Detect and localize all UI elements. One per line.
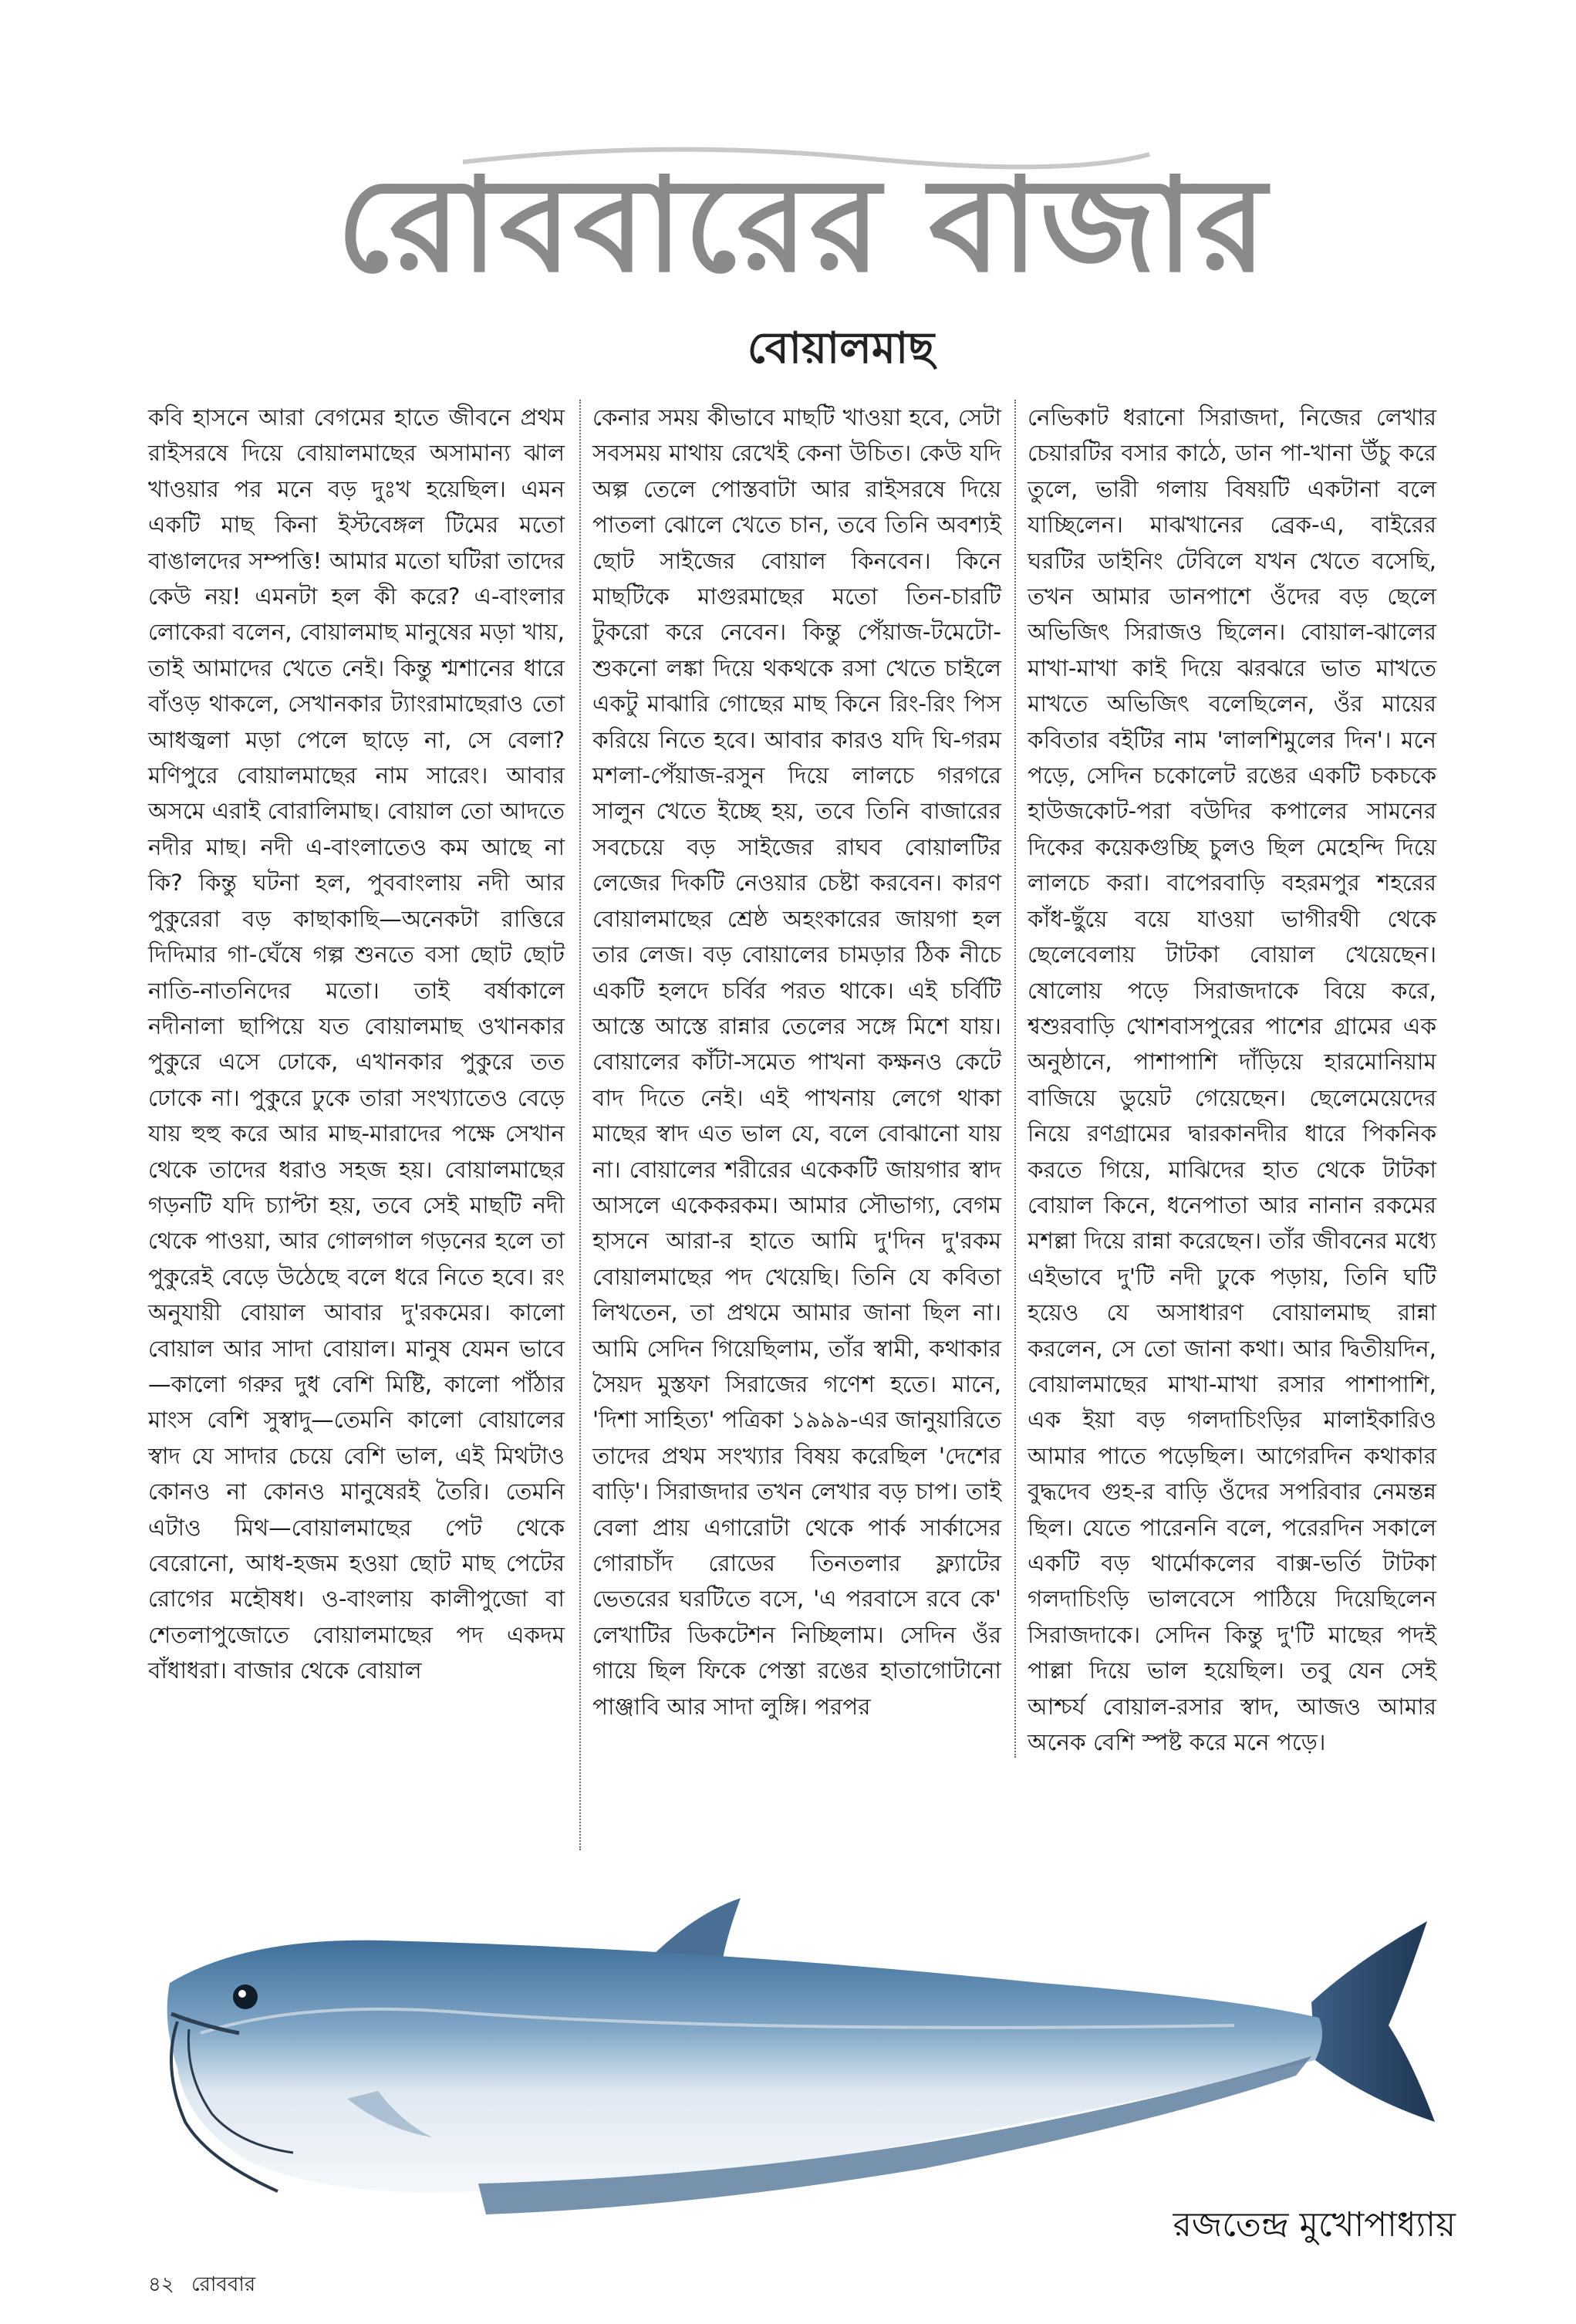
masthead — [336, 93, 1268, 347]
column-2-text: কেনার সময় কীভাবে মাছটি খাওয়া হবে, সেটা সবসময় মাথায় রেখেই কেনা উচিত। কেউ যদি অল্প তেলে পোস্তবাটা আর রাইসরষে দিয়ে পাতলা ঝোলে খেতে চান, তবে তিনি অবশ্যই ছোট সাইজের বোয়াল কিনবেন। কিনে মাছটিকে মাগুরমাছের মতো তিন-চারটি টুকরো করে নেবেন। কিন্তু পেঁয়াজ-টমেটো-শুকনো লঙ্কা দিয়ে থকথকে রসা খেতে চাইলে একটু মাঝারি গোছের মাছ কিনে রিং-রিং পিস করিয়ে নিতে হবে। আবার কারও যদি ঘি-গরম মশলা-পেঁয়াজ-রসুন দিয়ে লালচে গরগরে সালুন খেতে ইচ্ছে হয়, তবে তিনি বাজারের সবচেয়ে বড় সাইজের রাঘব বোয়ালটির লেজের দিকটি নেওয়ার চেষ্টা করবেন। কারণ বোয়ালমাছের শ্রেষ্ঠ অহংকারের জায়গা হল তার লেজ। বড় বোয়ালের চামড়ার ঠিক নীচে একটি হলদে চর্বির পরত থাকে। এই চর্বিটি আস্তে আস্তে রান্নার তেলের সঙ্গে মিশে যায়। বোয়ালের কাঁটা-সমেত পাখনা কক্ষনও কেটে বাদ দিতে নেই। এই পাখনায় লেগে থাকা মাছের স্বাদ এত ভাল যে, বলে বোঝানো যায় না। বোয়ালের শরীরের একেকটি জায়গার স্বাদ আসলে একেকরকম। আমার সৌভাগ্য, বেগম হাসনে আরা-র হাতে আমি দু'দিন দু'রকম বোয়ালমাছের পদ খেয়েছি। তিনি যে কবিতা লিখতেন, তা প্রথমে আমার জানা ছিল না। আমি সেদিন গিয়েছিলাম, তাঁর স্বামী, কথাকার সৈয়দ মুস্তফা সিরাজের গণেশ হতে। মানে, 'দিশা সাহিত্য' পত্রিকা ১৯৯৯-এর জানুয়ারিতে তাদের প্রথম সংখ্যার বিষয় করেছিল 'দেশের বাড়ি'। সিরাজদার তখন লেখার বড় চাপ। তাই বেলা প্রায় এগারোটা থেকে পার্ক সার্কাসের গোরাচাঁদ রোডের তিনতলার ফ্ল্যাটের ভেতরের ঘরটিতে বসে, 'এ পরবাসে রবে কে' লেখাটির ডিকটেশন নিচ্ছিলাম। সেদিন ওঁর গায়ে ছিল ফিকে পেস্তা রঙের হাতাগোটানো পাঞ্জাবি আর সাদা লুঙ্গি। পরপর — [592, 404, 1001, 1720]
masthead-lettering — [336, 93, 1268, 347]
publication-name: রোববার — [191, 2273, 256, 2296]
article-column-2 — [592, 400, 1001, 1835]
page-number: ৪২ — [148, 2273, 174, 2296]
column-1-text: কবি হাসনে আরা বেগমের হাতে জীবনে প্রথম রাইসরষে দিয়ে বোয়ালমাছের অসামান্য ঝাল খাওয়ার পর মনে বড় দুঃখ হয়েছিল। এমন একটি মাছ কিনা ইস্টবেঙ্গল টিমের মতো বাঙালদের সম্পত্তি! আমার মতো ঘটিরা তাদের কেউ নয়! এমনটা হল কী করে? এ-বাংলার লোকেরা বলেন, বোয়ালমাছ মানুষের মড়া খায়, তাই আমাদের খেতে নেই। কিন্তু শ্মশানের ধারে বাঁওড় থাকলে, সেখানকার ট্যাংরামাছেরাও তো আধজ্বলা মড়া পেলে ছাড়ে না, সে বেলা? মণিপুরে বোয়ালমাছের নাম সারেং। আবার অসমে এরাই বোরালিমাছ। বোয়াল তো আদতে নদীর মাছ। নদী এ-বাংলাতেও কম আছে না কি? কিন্তু ঘটনা হল, পুববাংলায় নদী আর পুকুরেরা বড় কাছাকাছি—অনেকটা রাত্তিরে দিদিমার গা-ঘেঁষে গল্প শুনতে বসা ছোট ছোট নাতি-নাতনিদের মতো। তাই বর্ষাকালে নদীনালা ছাপিয়ে যত বোয়ালমাছ ওখানকার পুকুরে এসে ঢোকে, এখানকার পুকুরে তত ঢোকে না। পুকুরে ঢুকে তারা সংখ্যাতেও বেড়ে যায় হুহু করে আর মাছ-মারাদের পক্ষে সেখান থেকে তাদের ধরাও সহজ হয়। বোয়ালমাছের গড়নটি যদি চ্যাপ্টা হয়, তবে সেই মাছটি নদী থেকে পাওয়া, আর গোলগাল গড়নের হলে তা পুকুরেই বেড়ে উঠেছে বলে ধরে নিতে হবে। রং অনুযায়ী বোয়াল আবার দু'রকমের। কালো বোয়াল আর সাদা বোয়াল। মানুষ যেমন ভাবে—কালো গরুর দুধ বেশি মিষ্টি, কালো পাঁঠার মাংস বেশি সুস্বাদু—তেমনি কালো বোয়ালের স্বাদ যে সাদার চেয়ে বেশি ভাল, এই মিথটাও কোনও না কোনও মানুষেরই তৈরি। তেমনি এটাও মিথ—বোয়ালমাছের পেট থেকে বেরোনো, আধ-হজম হওয়া ছোট মাছ পেটের রোগের মহৌষধ। ও-বাংলায় কালীপুজো বা শেতলাপুজোতে বোয়ালমাছের পদ একদম বাঁধাধরা। বাজার থেকে বোয়াল — [148, 404, 565, 1684]
column-3-text: নেভিকাট ধরানো সিরাজদা, নিজের লেখার চেয়ারটির বসার কাঠে, ডান পা-খানা উঁচু করে তুলে, ভারী গলায় বিষয়টি একটানা বলে যাচ্ছিলেন। মাঝখানের ব্রেক-এ, বাইরের ঘরটির ডাইনিং টেবিলে যখন খেতে বসেছি, তখন আমার ডানপাশে ওঁদের বড় ছেলে অভিজিৎ সিরাজও ছিলেন। বোয়াল-ঝালের মাখা-মাখা কাই দিয়ে ঝরঝরে ভাত মাখতে মাখতে অভিজিৎ বলেছিলেন, ওঁর মায়ের কবিতার বইটির নাম 'লালশিমুলের দিন'। মনে পড়ে, সেদিন চকোলেট রঙের একটি চকচকে হাউজকোট-পরা বউদির কপালের সামনের দিকের কয়েকগুচ্ছি চুলও ছিল মেহেন্দি দিয়ে লালচে করা। বাপেরবাড়ি বহরমপুর শহরের কাঁধ-ছুঁয়ে বয়ে যাওয়া ভাগীরথী থেকে ছেলেবেলায় টাটকা বোয়াল খেয়েছেন। ষোলোয় পড়ে সিরাজদাকে বিয়ে করে, শ্বশুরবাড়ি খোশবাসপুরের পাশের গ্রামের এক অনুষ্ঠানে, পাশাপাশি দাঁড়িয়ে হারমোনিয়াম বাজিয়ে ডুয়েট গেয়েছেন। ছেলেমেয়েদের নিয়ে রণগ্রামের দ্বারকানদীর ধারে পিকনিক করতে গিয়ে, মাঝিদের হাত থেকে টাটকা বোয়াল কিনে, ধনেপাতা আর নানান রকমের মশল্লা দিয়ে রান্না করেছেন। তাঁর জীবনের মধ্যে এইভাবে দু'টি নদী ঢুকে পড়ায়, তিনি ঘটি হয়েও যে অসাধারণ বোয়ালমাছ রান্না করলেন, সে তো জানা কথা। আর দ্বিতীয়দিন, বোয়ালমাছের মাখা-মাখা রসার পাশাপাশি, এক ইয়া বড় গলদাচিংড়ির মালাইকারিও আমার পাতে পড়েছিল। আগেরদিন কথাকার বুদ্ধদেব গুহ-র বাড়ি ওঁদের সপরিবার নেমন্তন্ন ছিল। যেতে পারেননি বলে, পরেরদিন সকালে একটি বড় থার্মোকলের বাক্স-ভর্তি টাটকা গলদাচিংড়ি ভালবেসে পাঠিয়ে দিয়েছিলেন সিরাজদাকে। সেদিন কিন্তু দু'টি মাছের পদই পাল্লা দিয়ে ভাল হয়েছিল। তবু যেন সেই আশ্চর্য বোয়াল-রসার স্বাদ, আজও আমার অনেক বেশি স্পষ্ট করে মনে পড়ে। — [1028, 404, 1436, 1756]
column-divider — [579, 400, 581, 1850]
column-divider — [1014, 400, 1016, 1758]
masthead-title: রোববারের বাজার — [336, 148, 1268, 301]
article-title: বোয়ালমাছ — [747, 323, 935, 373]
article-column-3 — [1028, 400, 1436, 1835]
page-folio — [148, 2268, 255, 2302]
article-column-1 — [148, 400, 565, 1835]
author-name: রজতেন্দ্র মুখোপাধ্যায় — [1173, 2205, 1456, 2245]
